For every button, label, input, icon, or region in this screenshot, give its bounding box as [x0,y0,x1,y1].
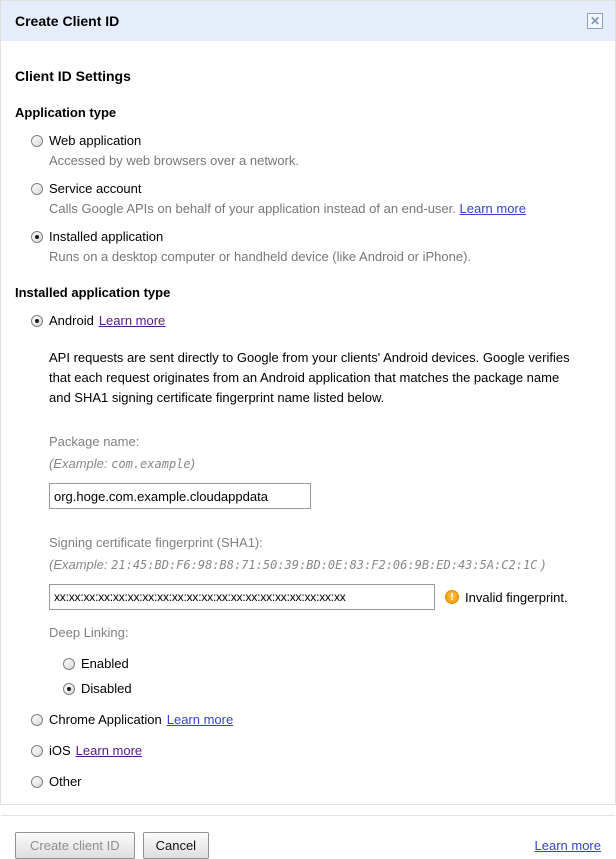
radio-option-ios[interactable] [31,743,601,758]
deep-linking-label: Deep Linking: [49,625,129,640]
fingerprint-error-text: Invalid fingerprint. [465,589,568,605]
radio-option-deep-linking-enabled[interactable] [63,656,601,671]
footer-buttons [15,832,209,859]
radio-option-other[interactable] [31,774,601,789]
create-client-id-button[interactable]: Create client ID [15,832,135,859]
service-account-description-text: Calls Google APIs on behalf of your application instead of an end-user. [49,201,456,216]
fingerprint-label: Signing certificate fingerprint (SHA1): [49,535,263,550]
radio-chrome-application[interactable] [31,714,43,726]
package-name-label: Package name: [49,434,140,449]
close-icon[interactable]: ✕ [587,13,603,29]
radio-option-installed-application[interactable] [31,229,601,244]
dialog-body [1,68,615,789]
radio-label[interactable]: Other [49,774,82,789]
application-type-heading: Application type [15,105,117,120]
ios-learn-more-link[interactable]: Learn more [75,743,143,758]
fingerprint-input[interactable] [49,584,435,610]
radio-web-application[interactable] [31,135,43,147]
fingerprint-example-value: 21:45:BD:F6:98:B8:71:50:39:BD:0E:83:F2:06:9B:ED:43:5A:C2:1C [111,558,538,572]
radio-service-account[interactable] [31,183,43,195]
dialog-title: Create Client ID [15,13,120,29]
radio-deep-linking-disabled[interactable] [63,683,75,695]
chrome-learn-more-link[interactable]: Learn more [166,712,234,727]
radio-deep-linking-enabled[interactable] [63,658,75,670]
dialog-header [1,1,615,41]
package-name-input[interactable] [49,483,311,509]
application-type-options [15,133,601,264]
installed-application-description: Runs on a desktop computer or handheld device (like Android or iPhone). [49,249,472,264]
radio-option-service-account[interactable] [31,181,601,196]
service-account-learn-more-link[interactable]: Learn more [459,201,526,216]
radio-label[interactable]: iOS [49,743,71,758]
web-application-description: Accessed by web browsers over a network. [49,153,299,168]
radio-label[interactable]: Web application [49,133,142,148]
deep-linking-options [49,656,601,696]
other-installed-type-options [15,712,601,789]
installed-application-type-heading: Installed application type [15,285,171,300]
android-learn-more-link[interactable]: Learn more [98,313,166,328]
fingerprint-example: (Example: 21:45:BD:F6:98:B8:71:50:39:BD:0E:83:F2:06:9B:ED:43:5A:C2:1C ) [49,557,546,572]
radio-android[interactable] [31,315,43,327]
radio-ios[interactable] [31,745,43,757]
radio-label[interactable]: Chrome Application [49,712,162,727]
radio-label[interactable]: Disabled [81,681,132,696]
fingerprint-input-row [49,584,601,610]
radio-installed-application[interactable] [31,231,43,243]
package-name-example-value: com.example [111,457,191,471]
radio-other[interactable] [31,776,43,788]
radio-label[interactable]: Enabled [81,656,129,671]
android-settings-block [49,348,601,696]
cancel-button[interactable]: Cancel [143,832,209,859]
warning-icon: ! [445,590,459,604]
radio-label[interactable]: Android [49,313,94,328]
radio-label[interactable]: Service account [49,181,142,196]
radio-label[interactable]: Installed application [49,229,164,244]
android-description: API requests are sent directly to Google from your clients' Android devices. Google verifies that each request originates from an Android application that matches the package name and SHA1 signing certificate fingerprint name listed below. [49,350,570,405]
package-name-example: (Example: com.example) [49,456,195,471]
service-account-description [49,201,601,216]
radio-option-web-application[interactable] [31,133,601,148]
client-id-settings-heading: Client ID Settings [15,68,131,84]
radio-option-deep-linking-disabled[interactable] [63,681,601,696]
radio-option-chrome-application[interactable] [31,712,601,727]
footer-learn-more-link[interactable]: Learn more [534,838,601,853]
radio-option-android[interactable] [31,313,601,328]
dialog-footer [1,816,615,859]
